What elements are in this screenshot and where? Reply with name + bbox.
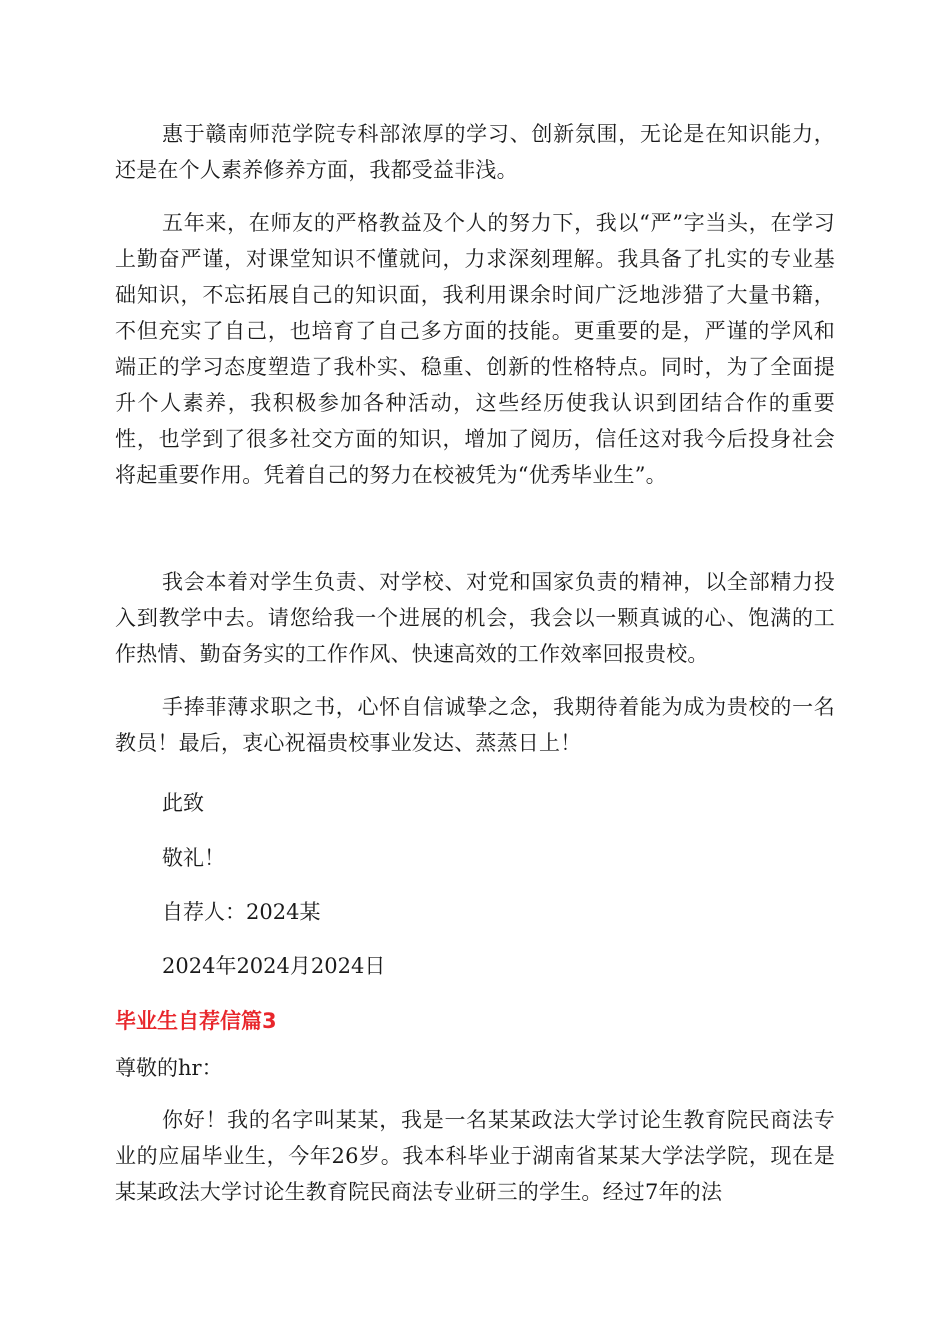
section-heading: 毕业生自荐信篇3 (115, 1009, 277, 1033)
signature-line: 自荐人：2024某 (162, 900, 321, 924)
closing-line-1: 此致 (162, 791, 204, 815)
paragraph-2: 五年来，在师友的严格教益及个人的努力下，我以“严”字当头，在学习上勤奋严谨，对课堂知识不懂就问，力求深刻理解。我具备了扎实的专业基础知识，不忘拓展自己的知识面，我利用课余时间广泛地涉猎了大量书籍，不但充实了自己，也培育了自己多方面的技能。更重要的是，严谨的学风和端正的学习态度塑造了我朴实、稳重、创新的性格特点。同时，为了全面提升个人素养，我积极参加各种活动，这些经历使我认识到团结合作的重要性，也学到了很多社交方面的知识，增加了阅历，信任这对我今后投身社会将起重要作用。凭着自己的努力在校被凭为“优秀毕业生”。 (115, 211, 835, 487)
closing-line-2: 敬礼！ (162, 846, 225, 870)
paragraph-3: 我会本着对学生负责、对学校、对党和国家负责的精神，以全部精力投入到教学中去。请您给我一个进展的机会，我会以一颗真诚的心、饱满的工作热情、勤奋务实的工作作风、快速高效的工作效率回报贵校。 (115, 570, 835, 666)
paragraph-4: 手捧菲薄求职之书，心怀自信诚挚之念，我期待着能为成为贵校的一名教员！最后，衷心祝福贵校事业发达、蒸蒸日上！ (115, 695, 835, 755)
section-paragraph: 你好！我的名字叫某某，我是一名某某政法大学讨论生教育院民商法专业的应届毕业生，今年26岁。我本科毕业于湖南省某某大学法学院，现在是某某政法大学讨论生教育院民商法专业研三的学生。经过7年的法 (115, 1108, 835, 1204)
salutation-line: 尊敬的hr： (115, 1056, 223, 1080)
date-line: 2024年2024月2024日 (162, 954, 386, 978)
paragraph-1: 惠于赣南师范学院专科部浓厚的学习、创新氛围，无论是在知识能力，还是在个人素养修养方面，我都受益非浅。 (115, 122, 835, 182)
